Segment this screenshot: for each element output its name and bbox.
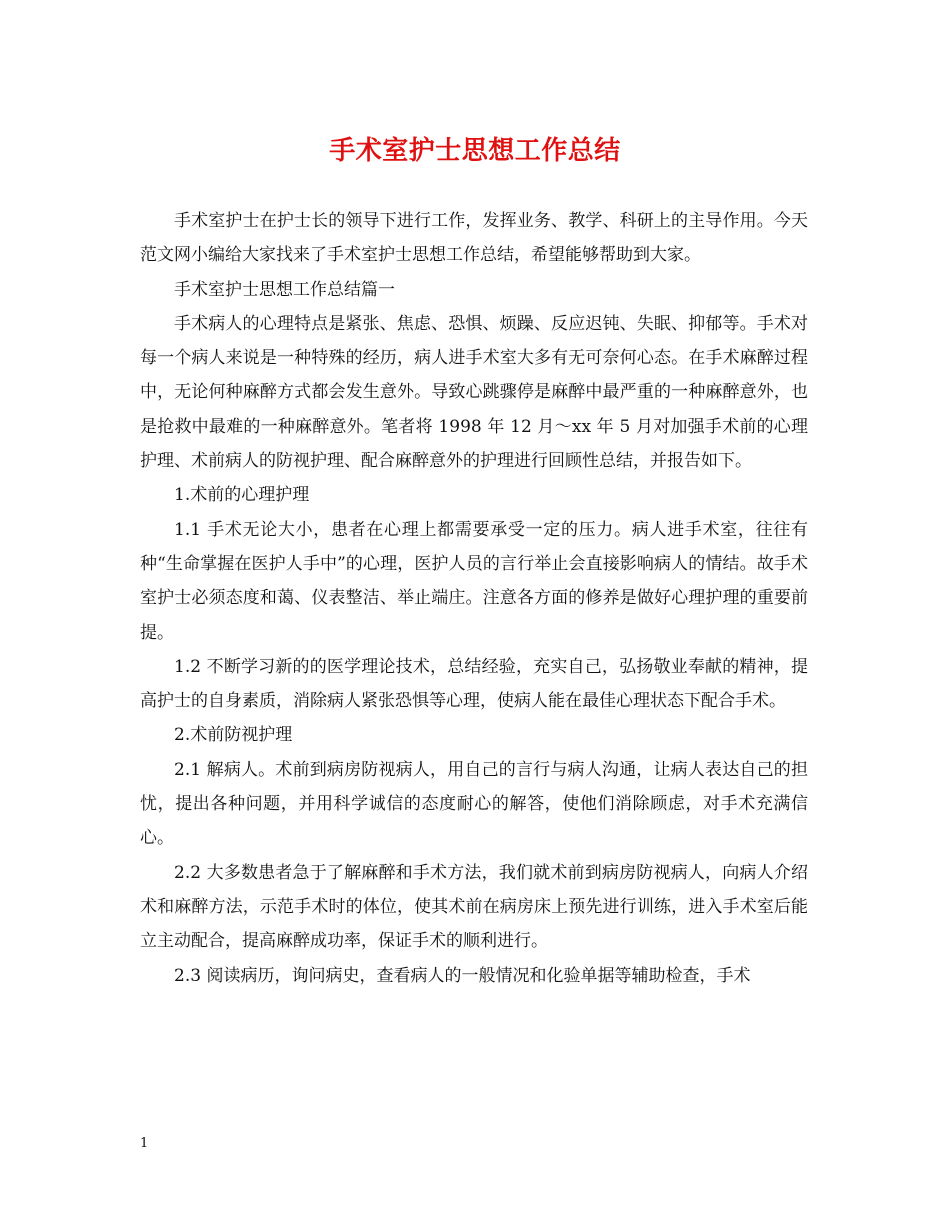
page-number: 1 (140, 1136, 149, 1151)
document-title: 手术室护士思想工作总结 (329, 136, 621, 166)
section-heading: 手术室护士思想工作总结篇一 (174, 279, 395, 300)
paragraph: 1.2 不断学习新的的医学理论技术，总结经验，充实自己，弘扬敬业奉献的精神，提高护士的自身素质，消除病人紧张恐惧等心理，使病人能在最佳心理状态下配合手术。 (140, 656, 808, 712)
subsection-heading: 1.术前的心理护理 (174, 485, 310, 506)
paragraph: 2.2 大多数患者急于了解麻醉和手术方法，我们就术前到病房防视病人，向病人介绍术和麻醉方法，示范手术时的体位，使其术前在病房床上预先进行训练，进入手术室后能立主动配合，提高麻醉成功率，保证手术的顺利进行。 (140, 862, 808, 952)
document-body (140, 204, 808, 993)
paragraph: 手术病人的心理特点是紧张、焦虑、恐惧、烦躁、反应迟钝、失眠、抑郁等。手术对每一个病人来说是一种特殊的经历，病人进手术室大多有无可奈何心态。在手术麻醉过程中，无论何种麻醉方式都会发生意外。导致心跳骤停是麻醉中最严重的一种麻醉意外，也是抢救中最难的一种麻醉意外。笔者将 1998 年 12 月～xx 年 5 月对加强手术前的心理护理、术前病人的防视护理、配合麻醉意外的护理进行回顾性总结，并报告如下。 (140, 313, 808, 472)
paragraph: 2.1 解病人。术前到病房防视病人，用自己的言行与病人沟通，让病人表达自己的担忧，提出各种问题，并用科学诚信的态度耐心的解答，使他们消除顾虑，对手术充满信心。 (140, 759, 808, 849)
subsection-heading: 2.术前防视护理 (174, 725, 293, 746)
paragraph-intro: 手术室护士在护士长的领导下进行工作，发挥业务、教学、科研上的主导作用。今天范文网小编给大家找来了手术室护士思想工作总结，希望能够帮助到大家。 (140, 211, 808, 266)
paragraph: 1.1 手术无论大小，患者在心理上都需要承受一定的压力。病人进手术室，往往有种“生命掌握在医护人手中”的心理，医护人员的言行举止会直接影响病人的情结。故手术室护士必须态度和蔼、仪表整洁、举止端庄。注意各方面的修养是做好心理护理的重要前提。 (140, 519, 808, 643)
paragraph: 2.3 阅读病历，询问病史，查看病人的一般情况和化验单据等辅助检查，手术 (174, 965, 751, 986)
